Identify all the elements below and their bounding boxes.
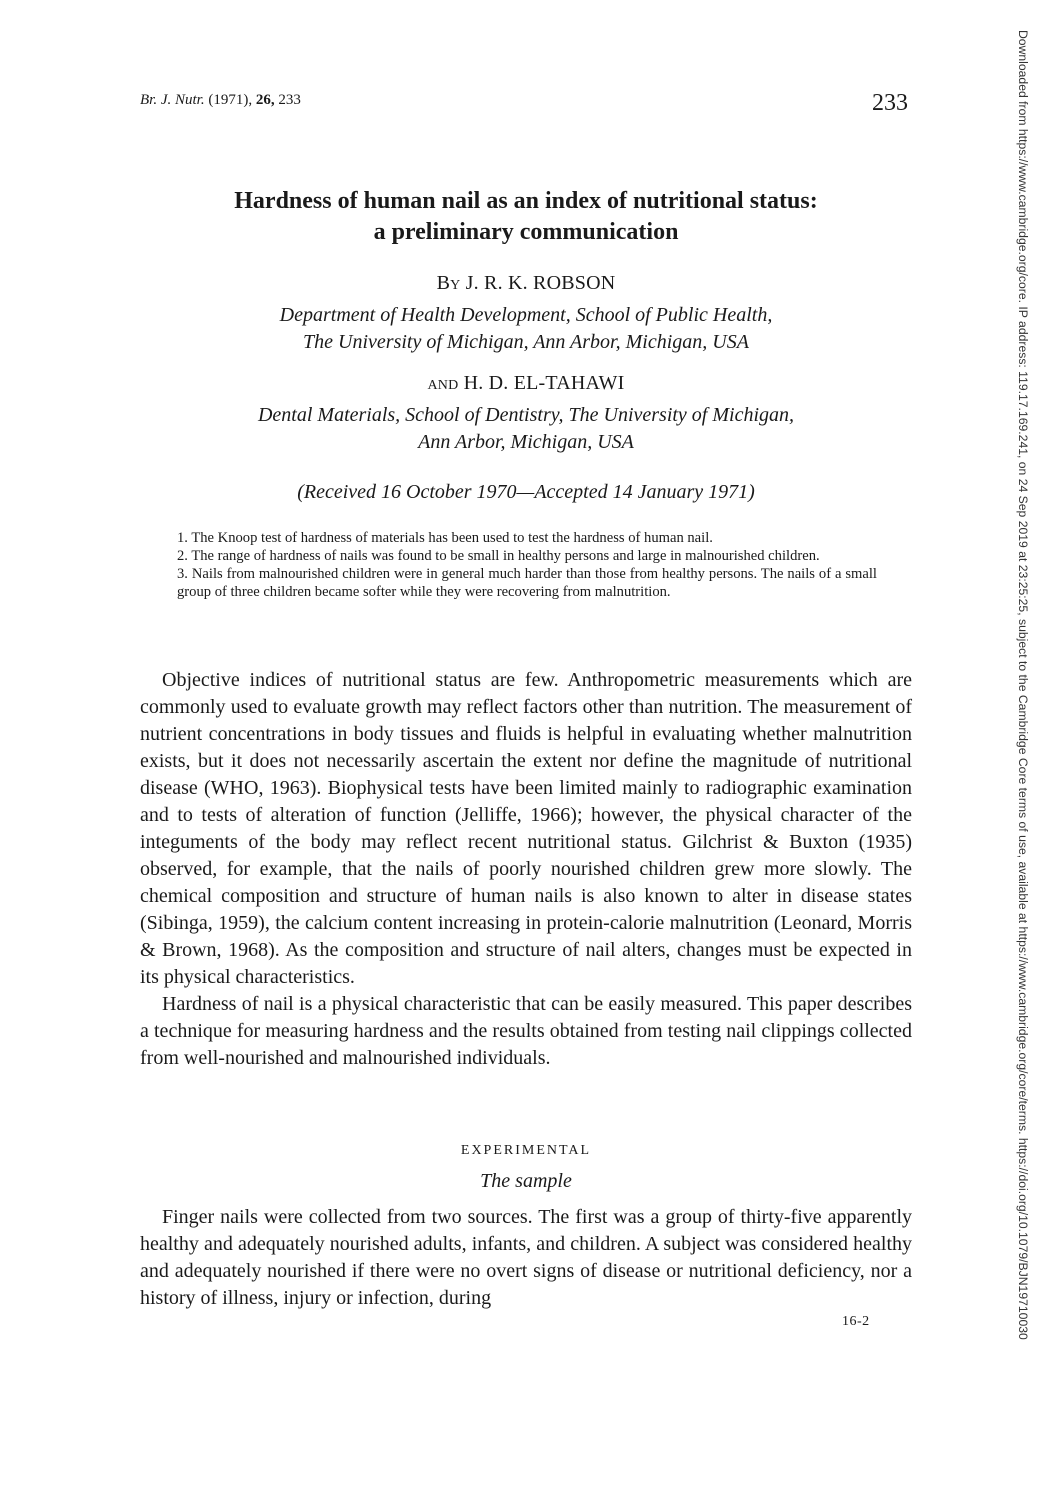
journal-year: (1971),	[208, 92, 253, 108]
author-1	[140, 270, 912, 296]
journal-abbrev: Br. J. Nutr.	[140, 92, 205, 108]
author-1-prefix: By	[436, 272, 461, 294]
summary-item-2: 2. The range of hardness of nails was found to be small in healthy persons and large in malnourished children.	[177, 548, 820, 564]
download-notice: Downloaded from https://www.cambridge.org/core. IP address: 119.17.169.241, on 24 Sep 2019 at 23:25:25, subject to the Cambridge Core terms of use, available at https://www.cambridge.org/core/terms. https://doi.org/10.1079/BJN19710030	[1016, 30, 1030, 1340]
journal-volume: 26,	[255, 92, 275, 108]
author-2-affiliation	[140, 402, 912, 456]
summary	[177, 529, 877, 601]
signature-mark: 16-2	[842, 1314, 870, 1329]
journal-page-ref: 233	[278, 92, 301, 108]
author-1-affiliation	[140, 302, 912, 356]
experimental-paragraph-1: Finger nails were collected from two sources. The first was a group of thirty-five apparently healthy and adequately nourished adults, infants, and children. A subject was considered healthy and adequately nourished if there were no overt signs of disease or nutritional deficiency, nor a history of illness, injury or infection, during	[140, 1206, 912, 1309]
received-dates	[140, 479, 912, 505]
title-line-1: Hardness of human nail as an index of nutritional status:	[234, 188, 818, 214]
author-2	[140, 370, 912, 396]
affiliation-2-line-2: Ann Arbor, Michigan, USA	[418, 431, 634, 453]
affiliation-1-line-1: Department of Health Development, School of Public Health,	[279, 304, 773, 326]
author-2-prefix: and	[427, 372, 459, 394]
affiliation-1-line-2: The University of Michigan, Ann Arbor, Michigan, USA	[303, 331, 749, 353]
introduction	[140, 667, 912, 1072]
subsection-heading: The sample	[480, 1170, 572, 1192]
article-title	[140, 186, 912, 248]
author-2-name: H. D. EL-TAHAWI	[463, 372, 625, 394]
journal-reference	[140, 92, 301, 109]
body-paragraph-2: Hardness of nail is a physical characteristic that can be easily measured. This paper describes a technique for measuring hardness and the results obtained from testing nail clippings collected from well-nourished and malnourished individuals.	[140, 993, 912, 1069]
section-heading: EXPERIMENTAL	[460, 1143, 592, 1158]
received-text: (Received 16 October 1970—Accepted 14 January 1971)	[297, 481, 755, 503]
experimental-text	[140, 1204, 912, 1312]
summary-item-1: 1. The Knoop test of hardness of materials has been used to test the hardness of human nail.	[177, 530, 713, 546]
page-number: 233	[872, 90, 908, 116]
affiliation-2-line-1: Dental Materials, School of Dentistry, The University of Michigan,	[257, 404, 795, 426]
title-line-2: a preliminary communication	[373, 219, 679, 245]
author-1-name: J. R. K. ROBSON	[465, 272, 616, 294]
summary-item-3: 3. Nails from malnourished children were in general much harder than those from healthy persons. The nails of a small group of three children became softer while they were recovering from malnutrition.	[177, 566, 877, 600]
body-paragraph-1: Objective indices of nutritional status are few. Anthropometric measurements which are commonly used to evaluate growth may reflect factors other than nutrition. The measurement of nutrient concentrations in body tissues and fluids is helpful in evaluating whether malnutrition exists, but it does not necessarily ascertain the extent nor define the magnitude of nutritional disease (WHO, 1963). Biophysical tests have been limited mainly to radiographic examination and to tests of alteration of function (Jelliffe, 1966); however, the physical character of the integuments of the body may reflect recent nutritional status. Gilchrist & Buxton (1935) observed, for example, that the nails of poorly nourished children grew more slowly. The chemical composition and structure of human nails is also known to alter in disease states (Sibinga, 1959), the calcium content increasing in protein-calorie malnutrition (Leonard, Morris & Brown, 1968). As the composition and structure of nail alters, changes must be expected in its physical characteristics.	[140, 669, 912, 988]
